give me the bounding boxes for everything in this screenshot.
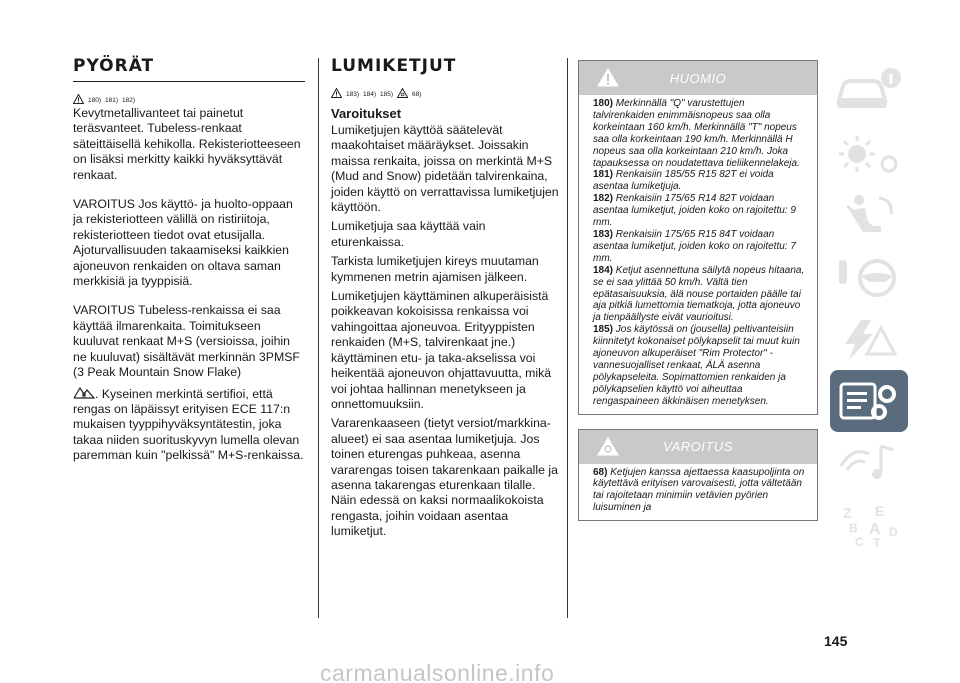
maintenance-icon bbox=[833, 376, 905, 426]
paragraph: Vararenkaaseen (tietyt versiot/markkina-alueet) ei saa asentaa lumiketjuja. Jos toinen eturengas puhkeaa, asenna vararengas toisen takarenkaan paikalle ja asenna takarengas eturenkaan tilalle. Näin edessä on kaksi normaalikokoista rengasta, joihin voidaan asentaa lumiketjut. bbox=[331, 416, 558, 539]
ref-marker[interactable]: 185) bbox=[380, 91, 394, 98]
note-number: 182) bbox=[593, 193, 614, 205]
ref-marker[interactable]: 68) bbox=[412, 91, 422, 98]
subheading: Varoitukset bbox=[331, 106, 402, 121]
caution-triangle-icon bbox=[397, 88, 408, 98]
note-number: 183) bbox=[593, 228, 614, 240]
svg-text:D: D bbox=[889, 525, 898, 539]
paragraph: VAROITUS Jos käyttö- ja huolto-oppaan ja rekisteriotteen välillä on ristiriitoja, rekisteriotteen tiedot ovat etusijalla. Ajoturvallisuuden takaamiseksi kaikkien ajoneuvon renkaiden on oltava saman merkkisiä ja tyyppisiä. bbox=[73, 197, 293, 289]
note-text: Renkaisiin 185/55 R15 82T ei voida asentaa lumiketjuja. bbox=[593, 169, 774, 193]
warning-item bbox=[593, 467, 805, 515]
notice-item bbox=[593, 229, 805, 265]
warning-triangle-icon bbox=[73, 94, 84, 104]
reference-markers bbox=[73, 86, 305, 104]
tab-index[interactable] bbox=[830, 494, 908, 556]
svg-text:A: A bbox=[869, 521, 881, 538]
warning-title: VAROITUS bbox=[663, 439, 733, 455]
caution-triangle-icon bbox=[597, 437, 619, 456]
note-number: 185) bbox=[593, 324, 614, 336]
note-number: 68) bbox=[593, 466, 608, 478]
note-text: Ketjujen kanssa ajettaessa kaasupoljinta on käytettävä erityisen varovaisesti, jotta vältetään tai rajoitetaan minimiin vetävien pyörien luisuminen ja bbox=[593, 466, 805, 514]
warning-triangle-icon bbox=[331, 88, 342, 98]
ref-marker[interactable]: 183) bbox=[346, 91, 360, 98]
tab-multimedia[interactable] bbox=[830, 432, 908, 494]
notice-item bbox=[593, 193, 805, 229]
mountain-snowflake-icon bbox=[73, 385, 95, 399]
notice-header bbox=[579, 61, 817, 95]
warning-lights-icon bbox=[833, 128, 905, 178]
notice-title: HUOMIO bbox=[669, 70, 727, 86]
note-number: 184) bbox=[593, 264, 614, 276]
note-text: Renkaisiin 175/65 R15 84T voidaan asentaa lumiketjut, joiden koko on rajoitettu: 7 mm. bbox=[593, 228, 796, 264]
note-text: Ketjut asennettuna säilytä nopeus hitaana, se ei saa ylittää 50 km/h. Vältä tien epätasaisuuksia, älä nouse portaiden päälle tai aja pitkiä lumettomia tiematkoja, jotta ajoneuvo ja tienpäällyste eivät vaurioitusi. bbox=[593, 264, 805, 324]
notice-box bbox=[578, 60, 818, 415]
svg-text:E: E bbox=[875, 503, 885, 519]
note-number: 181) bbox=[593, 169, 614, 181]
tab-safety[interactable] bbox=[830, 184, 908, 246]
section-snow-chains bbox=[331, 56, 561, 540]
divider bbox=[73, 81, 305, 82]
ref-marker[interactable]: 184) bbox=[363, 91, 377, 98]
paragraph: Tarkista lumiketjujen kireys muutaman kymmenen metrin ajamisen jälkeen. bbox=[331, 254, 539, 284]
column-divider bbox=[567, 58, 568, 618]
tab-driving[interactable] bbox=[830, 246, 908, 308]
paragraph: Lumiketjujen käyttöä säätelevät maakohtaiset määräykset. Joissakin maissa renkaita, joissa on merkintä M+S (Mud and Snow) pidetään talvirenkaina, joiden käyttö on verrattavissa lumiketjujen käyttöön. bbox=[331, 123, 559, 215]
note-text: Renkaisiin 175/65 R14 82T voidaan asentaa lumiketjut, joiden koko on rajoitettu: 9 mm. bbox=[593, 193, 796, 229]
warning-body bbox=[579, 464, 817, 521]
tab-car-info[interactable] bbox=[830, 60, 908, 122]
paragraph-snowflake bbox=[73, 385, 305, 464]
notice-body bbox=[579, 95, 817, 414]
paragraph: Kevytmetallivanteet tai painetut teräsvanteet. Tubeless-renkaat säteittäisellä kehikolla. Rekisteriotteeseen on lisäksi merkitty kaikki hyväksyttävät renkaat. bbox=[73, 106, 301, 182]
svg-text:Z: Z bbox=[843, 505, 852, 521]
tab-maintenance[interactable] bbox=[830, 370, 908, 432]
warning-header bbox=[579, 430, 817, 464]
paragraph: VAROITUS Tubeless-renkaissa ei saa käyttää ilmarenkaita. Toimitukseen kuuluvat renkaat M+S (versioissa, joihin ne kuuluvat) sisältävät merkinnän 3PMSF (3 Peak Mountain Snow Flake) bbox=[73, 303, 300, 380]
snowflake-text: . Kyseinen merkintä sertifioi, että rengas on läpäissyt erityisen ECE 117:n mukaisen tyyppihyväksyntätestin, joka takaa niiden suorituskyvyn lumella olevan paremman kuin "pelkissä" M+S-renkaissa. bbox=[73, 386, 304, 463]
page-number: 145 bbox=[824, 633, 848, 649]
notes-column bbox=[578, 60, 818, 521]
ref-marker[interactable]: 182) bbox=[122, 97, 136, 104]
index-icon bbox=[833, 500, 905, 550]
reference-markers bbox=[331, 80, 561, 98]
svg-text:C: C bbox=[855, 535, 864, 549]
tab-warning-lights[interactable] bbox=[830, 122, 908, 184]
ref-marker[interactable]: 181) bbox=[105, 97, 119, 104]
car-info-icon bbox=[833, 66, 905, 116]
paragraph: Lumiketjujen käyttäminen alkuperäisistä poikkeavan kokoisissa renkaissa voi vahingoittaa ajoneuvoa. Erityyppisten renkaiden (M+S, talvirenkaat jne.) käyttäminen etu- ja taka-akselissa voi heikentää ajoneuvon ohjattavuutta, mikä voi johtaa hallinnan menetykseen ja onnettomuuksiin. bbox=[331, 289, 552, 411]
section-wheels bbox=[73, 56, 305, 464]
svg-text:B: B bbox=[849, 521, 858, 535]
warning-box bbox=[578, 429, 818, 522]
warning-triangle-icon bbox=[597, 68, 619, 87]
steering-wheel-icon bbox=[833, 252, 905, 302]
ref-marker[interactable]: 180) bbox=[88, 97, 102, 104]
svg-text:T: T bbox=[873, 536, 881, 550]
chapter-sidebar bbox=[830, 60, 908, 556]
paragraph: Lumiketjuja saa käyttää vain eturenkaissa. bbox=[331, 219, 486, 249]
notice-item bbox=[593, 98, 805, 169]
notice-item bbox=[593, 169, 805, 193]
column-divider bbox=[318, 58, 319, 618]
notice-item bbox=[593, 324, 805, 407]
emergency-icon bbox=[833, 314, 905, 364]
section-heading: PYÖRÄT bbox=[73, 56, 155, 76]
note-text: Merkinnällä "Q" varustettujen talvirenkaiden enimmäisnopeus saa olla korkeintaan 160 km/h. Merkinnällä "T" nopeus saa olla korkeintaan 190 km/h. Merkinnällä H nopeus saa olla korkeintaan 210 km/h. Joka tapauksessa on noudatettava tieliikennelakeja. bbox=[593, 98, 800, 169]
tab-emergency[interactable] bbox=[830, 308, 908, 370]
note-number: 180) bbox=[593, 98, 614, 109]
note-text: Jos käytössä on (jousella) peltivanteisiin kiinnitetyt kokonaiset pölykapselit tai muut kuin ajoneuvon alkuperäiset "Rim Protector" -vannesuojalliset renkaat, ÄLÄ asenna pölykapseleita. Sopimattomien renkaiden ja pölykapselien käyttö voi aiheuttaa rengaspaineen äkkinäisen menetyksen. bbox=[593, 324, 800, 407]
section-heading: LUMIKETJUT bbox=[331, 56, 457, 76]
seat-safety-icon bbox=[833, 190, 905, 240]
watermark: carmanualsonline.info bbox=[320, 660, 555, 683]
notice-item bbox=[593, 265, 805, 325]
multimedia-icon bbox=[833, 438, 905, 488]
